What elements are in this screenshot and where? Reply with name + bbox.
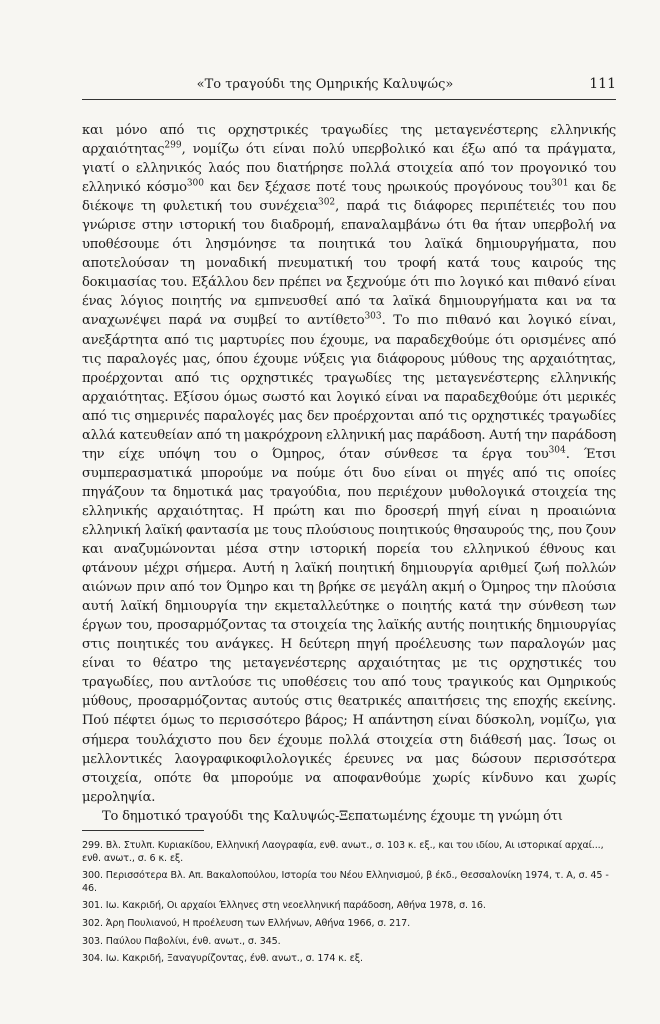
text-segment: , παρά τις διάφορες περιπέτειές του που γνώρισε στην ιστορική του διαδρομή, επαναλαμβάνω ότι θα ήταν υπερβολή να υποθέσουμε ότι λησμόνησε τα ποιητικά του λαϊκά δημιουργήματα, που αποτελούσαν τη μοναδική πνευματική του τροφή κατά τους καιρούς της δοκιμασίας του. Εξάλλου δεν πρέπει να ξεχνούμε ότι πιο λογικό και πιθανό είναι ένας λόγιος ποιητής να εμπνευσθεί από τα λαϊκά δημιουργήματα και να τα αναχωνέψει παρά να συμβεί το αντίθετο (82, 199, 617, 329)
footnote-ref-301: 301 (551, 178, 569, 189)
main-text (82, 121, 616, 826)
paragraph-1 (82, 121, 616, 807)
text-segment: , νομίζω ότι είναι πολύ υπερβολικό και έξω από τα πράγματα, γιατί ο ελληνικός λαός που διατήρησε πολλά στοιχεία από τον προγονικό του ελληνικό κόσμο (82, 142, 616, 196)
footnote-ref-302: 302 (317, 197, 336, 208)
paragraph-2: Το δημοτικό τραγούδι της Καλυψώς-Ξεπατωμένης έχουμε τη γνώμη ότι (102, 808, 563, 824)
text-segment: και δε διέκοψε τη φυλετική του συνέχεια (82, 180, 616, 215)
footnote-ref-299: 299 (164, 140, 182, 151)
running-title: «Το τραγούδι της Ομηρικής Καλυψώς» (196, 77, 454, 92)
footnote-302: 302. Άρη Πουλιανού, Η προέλευση των Ελλήνων, Αθήνα 1966, σ. 217. (82, 917, 411, 929)
footnote-ref-303: 303 (364, 312, 382, 323)
footnote-299: 299. Βλ. Στυλπ. Κυριακίδου, Ελληνική Λαογραφία, ενθ. ανωτ., σ. 103 κ. εξ., και του ιδίου, Αι ιστορικαί αρχαί..., ενθ. ανωτ., σ. 6 κ. εξ. (82, 840, 604, 864)
footnote-304: 304. Ιω. Κακριδή, Ξαναγυρίζοντας, ένθ. ανωτ., σ. 174 κ. εξ. (82, 953, 363, 965)
footnote-303: 303. Παύλου Παβολίνι, ένθ. ανωτ., σ. 345. (82, 935, 281, 947)
running-head (82, 77, 616, 100)
footnote-ref-300: 300 (186, 178, 204, 189)
footnote-300: 300. Περισσότερα Βλ. Απ. Βακαλοπούλου, Ιστορία του Νέου Ελληνισμού, β έκδ., Θεσσαλονίκη 1974, τ. Α, σ. 45 - 46. (82, 870, 609, 894)
text-segment: και δεν ξέχασε ποτέ τους ηρωικούς προγόνους του (204, 180, 552, 196)
footnote-ref-304: 304 (548, 445, 566, 456)
footnote-divider (82, 830, 204, 831)
text-segment: . Το πιο πιθανό και λογικό είναι, ανεξάρτητα από τις μαρτυρίες που έχουμε, να παραδεχθούμε ότι ορισμένες από τις παραλογές μας, όπου έχουμε νύξεις για διάφορους μύθους της αρχαιότητας, προέρχονται από τις ορχηστικές τραγωδίες της μεταγενέστερης ελληνικής αρχαιότητας. Εξίσου όμως σωστό και λογικό είναι να παραδεχθούμε ότι μερικές από τις σημερινές παραλογές μας δεν προέρχονται από τις ορχηστικές τραγωδίες αλλά κατευθείαν από τη μακρόχρονη ελληνική μας παράδοση. Αυτή την παράδοση την είχε υπόψη του ο Όμηρος, όταν σύνθεσε τα έργα του (82, 313, 617, 462)
page-number: 111 (589, 76, 616, 92)
text-segment: . Έτσι συμπερασματικά μπορούμε να πούμε ότι δυο είναι οι πηγές από τις οποίες πηγάζουν τα δημοτικά μας τραγούδια, που περιέχουν μυθολογικά στοιχεία της ελληνικής αρχαιότητας. Η πρώτη και πιο δροσερή πηγή είναι η προαιώνια ελληνική λαϊκή φαντασία με τους πλούσιους ποιητικούς θησαυρούς της, που ζουν και αναζυμώνονται μέσα στην ιστορική πορεία του ελληνικού έθνους και φτάνουν μέχρι σήμερα. Αυτή η λαϊκή ποιητική δημιουργία αριθμεί ζωή πολλών αιώνων πριν από τον Όμηρο και τη βρήκε σε μεγάλη ακμή ο Όμηρος την πλούσια αυτή λαϊκή δημιουργία την εκμεταλλεύτηκε ο ποιητής κατά την σύνθεση των έργων του, προσαρμόζοντας τα στοιχεία της λαϊκής αυτής ποιητικής δημιουργίας στις ποιητικές του ανάγκες. Η δεύτερη πηγή προέλευσης των παραλογών μας είναι το θέατρο της μεταγενέστερης αρχαιότητας με τις ορχηστικές του τραγωδίες, που αντλούσε τις υποθέσεις του από τους τραγικούς και Ομηρικούς μύθους, προσαρμόζοντας αυτούς στις θεατρικές απαιτήσεις της εποχής εκείνης. Πού πέφτει όμως το περισσότερο βάρος; Η απάντηση είναι δύσκολη, νομίζω, για σήμερα τουλάχιστο που δεν έχουμε πολλά στοιχεία στη διάθεσή μας. Ίσως οι μελλοντικές λαογραφικοφιλολογικές έρευνες να μας δώσουν περισσότερα στοιχεία, οπότε θα μπορούμε να αποφανθούμε χωρίς κίνδυνο και χωρίς μεροληψία. (82, 446, 617, 805)
footnote-301: 301. Ιω. Κακριδή, Οι αρχαίοι Έλληνες στη νεοελληνική παράδοση, Αθήνα 1978, σ. 16. (82, 900, 486, 912)
text-segment: και μόνο από τις ορχηστρικές τραγωδίες της μεταγενέστερης ελληνικής αρχαιότητας (82, 123, 616, 158)
footnotes (82, 840, 616, 971)
